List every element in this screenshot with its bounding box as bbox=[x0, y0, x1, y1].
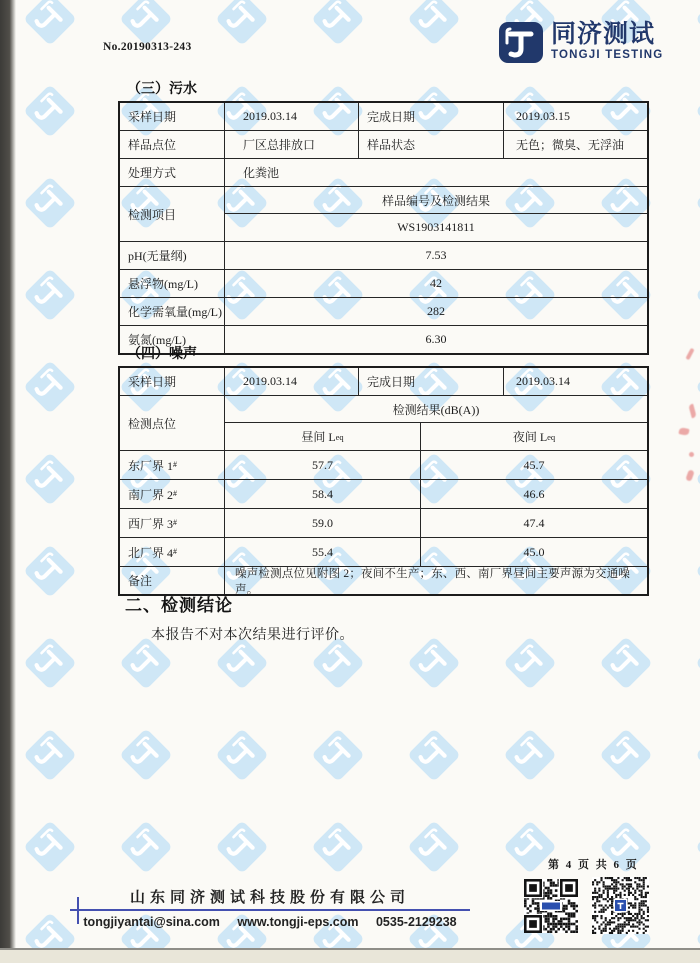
param-value: 6.30 bbox=[425, 332, 447, 346]
company-name: 山东同济测试科技股份有限公司 bbox=[129, 889, 410, 906]
param-name: 氨氮(mg/L) bbox=[120, 326, 225, 353]
footer-contact bbox=[60, 915, 480, 929]
company-logo bbox=[498, 21, 663, 64]
red-ink-mark bbox=[689, 452, 694, 457]
day-value: 58.4 bbox=[225, 480, 421, 508]
result-unit-header: 检测结果(dB(A)) bbox=[225, 396, 647, 423]
remark-text: 噪声检测点位见附图 2；夜间不生产；东、西、南厂界昼间主要声源为交通噪声。 bbox=[235, 567, 631, 594]
sample-state-value: 无色；微臭、无浮油 bbox=[516, 138, 625, 152]
table-row bbox=[120, 396, 647, 451]
table-row bbox=[120, 270, 647, 298]
conclusion-body: 本报告不对本次结果进行评价。 bbox=[151, 628, 354, 643]
scan-edge-bottom bbox=[0, 948, 700, 963]
page-indicator: 第 4 页 共 6 页 bbox=[548, 859, 639, 871]
table-row bbox=[120, 326, 647, 353]
table-row bbox=[120, 509, 647, 538]
table-row bbox=[120, 187, 647, 242]
day-night-header bbox=[225, 423, 647, 450]
section-title-noise: （四）噪声 bbox=[127, 345, 197, 361]
table-row bbox=[120, 131, 647, 159]
noise-result-header-block bbox=[225, 396, 647, 450]
conclusion-heading: 二、检测结论 bbox=[125, 596, 233, 615]
table-row bbox=[120, 103, 647, 131]
treatment-method-label: 处理方式 bbox=[120, 159, 225, 186]
completion-date-label: 完成日期 bbox=[359, 103, 504, 130]
qr-code-right bbox=[592, 877, 649, 934]
point-name: 南厂界 2 # bbox=[120, 480, 225, 508]
logo-name-en: TONGJI TESTING bbox=[551, 49, 664, 61]
wastewater-table bbox=[118, 101, 649, 355]
test-items-label: 检测项目 bbox=[120, 187, 225, 241]
table-row bbox=[120, 480, 647, 509]
logo-name-cn: 同济测试 bbox=[551, 20, 656, 48]
table-row bbox=[120, 242, 647, 270]
logo-text bbox=[551, 21, 663, 62]
sampling-date-value: 2019.03.14 bbox=[225, 368, 359, 395]
completion-date-label: 完成日期 bbox=[359, 368, 504, 395]
param-value: 282 bbox=[427, 304, 445, 318]
sample-point-value: 厂区总排放口 bbox=[225, 131, 359, 158]
nighttime-header: 夜间 L eq bbox=[512, 430, 556, 444]
section-title-wastewater: （三）污水 bbox=[127, 80, 197, 96]
treatment-method-value: 化粪池 bbox=[243, 166, 280, 180]
qr-code-left bbox=[524, 879, 578, 933]
footer-rule bbox=[70, 909, 470, 911]
sampling-date-label: 采样日期 bbox=[120, 103, 225, 130]
footer-phone: 0535-2129238 bbox=[375, 915, 457, 929]
night-value: 45.7 bbox=[523, 457, 545, 472]
table-row bbox=[120, 298, 647, 326]
day-value: 57.7 bbox=[225, 451, 421, 479]
table-row bbox=[120, 567, 647, 594]
completion-date-value: 2019.03.14 bbox=[516, 374, 570, 388]
footer-website: www.tongji-eps.com bbox=[237, 915, 359, 929]
sampling-date-label: 采样日期 bbox=[120, 368, 225, 395]
report-number: No.20190313-243 bbox=[103, 41, 192, 53]
day-value: 55.4 bbox=[225, 538, 421, 566]
param-name: pH(无量纲) bbox=[120, 242, 225, 269]
monitoring-point-label: 检测点位 bbox=[120, 396, 225, 450]
night-value: 46.6 bbox=[523, 486, 545, 501]
sample-point-label: 样品点位 bbox=[120, 131, 225, 158]
table-row bbox=[120, 368, 647, 396]
completion-date-value: 2019.03.15 bbox=[516, 109, 570, 123]
table-row bbox=[120, 451, 647, 480]
sample-id-value: WS1903141811 bbox=[397, 220, 475, 234]
table-row bbox=[120, 538, 647, 567]
point-name: 西厂界 3 # bbox=[120, 509, 225, 537]
param-value: 42 bbox=[430, 276, 442, 290]
table-row bbox=[120, 159, 647, 187]
sample-id-block bbox=[225, 187, 647, 241]
remark-label: 备注 bbox=[120, 567, 225, 594]
tj-logo-icon bbox=[498, 21, 544, 64]
scan-edge-left bbox=[0, 0, 16, 950]
night-value: 47.4 bbox=[523, 515, 545, 530]
param-name: 化学需氧量(mg/L) bbox=[120, 298, 225, 325]
sample-id-header: 样品编号及检测结果 bbox=[225, 187, 647, 214]
sample-state-label: 样品状态 bbox=[359, 131, 504, 158]
param-value: 7.53 bbox=[425, 248, 447, 262]
daytime-header: 昼间 L eq bbox=[225, 423, 421, 450]
noise-table bbox=[118, 366, 649, 596]
night-value: 45.0 bbox=[523, 544, 545, 559]
point-name: 东厂界 1 # bbox=[120, 451, 225, 479]
sampling-date-value: 2019.03.14 bbox=[225, 103, 359, 130]
footer-email: tongjiyantai@sina.com bbox=[83, 915, 220, 929]
day-value: 59.0 bbox=[225, 509, 421, 537]
point-name: 北厂界 4 # bbox=[120, 538, 225, 566]
param-name: 悬浮物(mg/L) bbox=[120, 270, 225, 297]
